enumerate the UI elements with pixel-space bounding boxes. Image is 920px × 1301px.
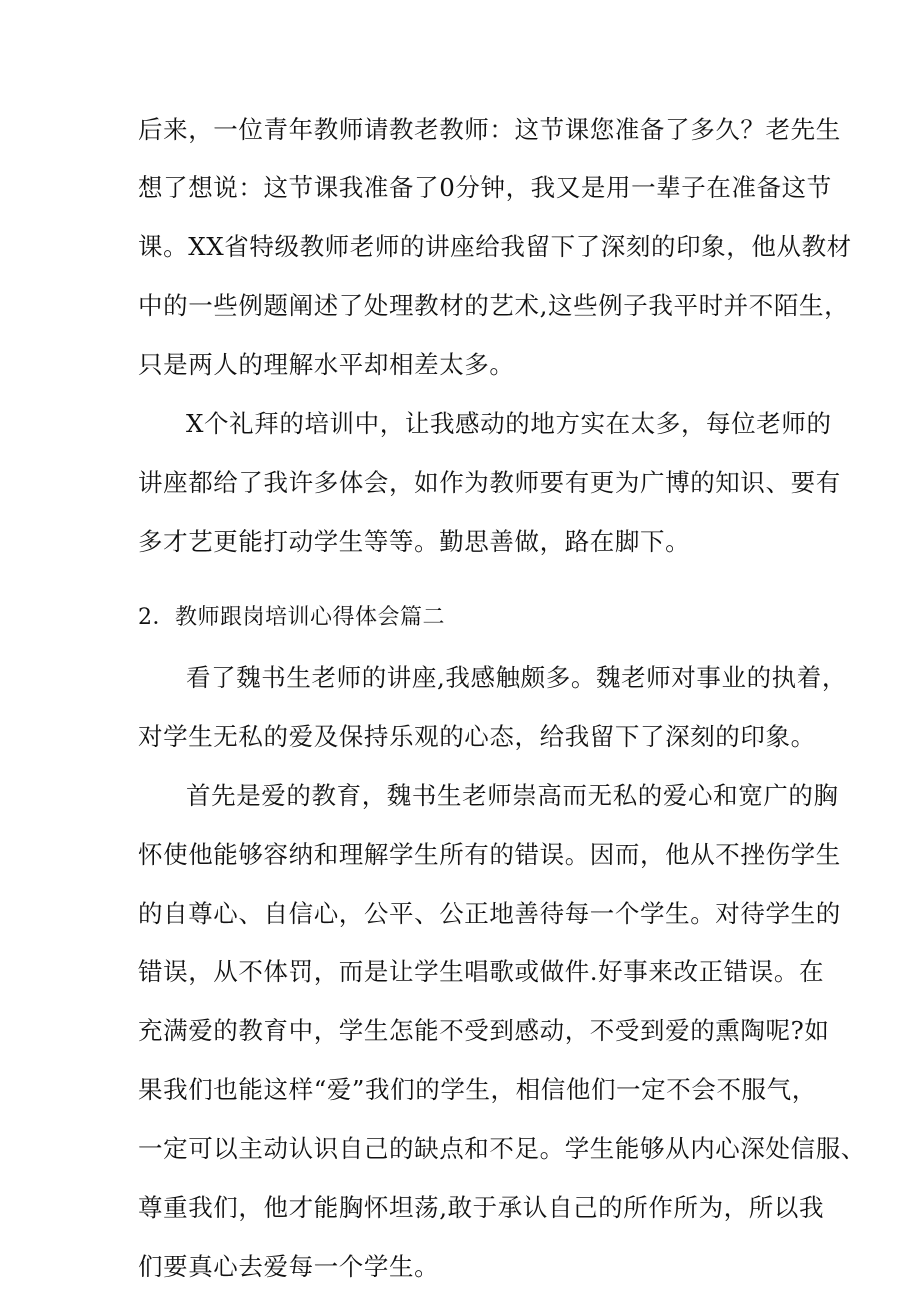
text-line: 错误，从不体罚，而是让学生唱歌或做件.好事来改正错误。在 [138,957,825,986]
text-line: X个礼拜的培训中，让我感动的地方实在太多，每位老师的 [186,409,832,438]
text-line: 一定可以主动认识自己的缺点和不足。学生能够从内心深处信服、 [138,1134,866,1163]
text-line: 果我们也能这样“爱”我们的学生，相信他们一定不会不服气， [138,1075,817,1104]
text-line: 课。XX省特级教师老师的讲座给我留下了深刻的印象，他从教材 [138,232,852,261]
text-line: 中的一些例题阐述了处理教材的艺术,这些例子我平时并不陌生， [138,291,850,320]
text-line: 怀使他能够容纳和理解学生所有的错误。因而，他从不挫伤学生 [138,840,841,869]
text-line: 尊重我们，他才能胸怀坦荡,敢于承认自己的所作所为，所以我 [138,1193,825,1222]
text-line: 充满爱的教育中，学生怎能不受到感动，不受到爱的熏陶呢?如 [138,1016,830,1045]
text-line: 对学生无私的爱及保持乐观的心态，给我留下了深刻的印象。 [138,722,816,751]
text-line: 只是两人的理解水平却相差太多。 [138,350,515,379]
text-line: 多才艺更能打动学生等等。勤思善做，路在脚下。 [138,527,691,556]
text-line: 们要真心去爱每一个学生。 [138,1252,440,1281]
text-line: 后来，一位青年教师请教老教师：这节课您准备了多久？老先生 [138,115,841,144]
text-line: 想了想说：这节课我准备了0分钟，我又是用一辈子在准备这节 [138,173,832,202]
text-line: 看了魏书生老师的讲座,我感触颇多。魏老师对事业的执着， [186,663,847,692]
section-heading: 2．教师跟岗培训心得体会篇二 [138,605,445,630]
text-line: 讲座都给了我许多体会，如作为教师要有更为广博的知识、要有 [138,468,841,497]
text-line: 首先是爱的教育，魏书生老师崇高而无私的爱心和宽广的胸 [186,781,839,810]
text-line: 的自尊心、自信心，公平、公正地善待每一个学生。对待学生的 [138,899,841,928]
